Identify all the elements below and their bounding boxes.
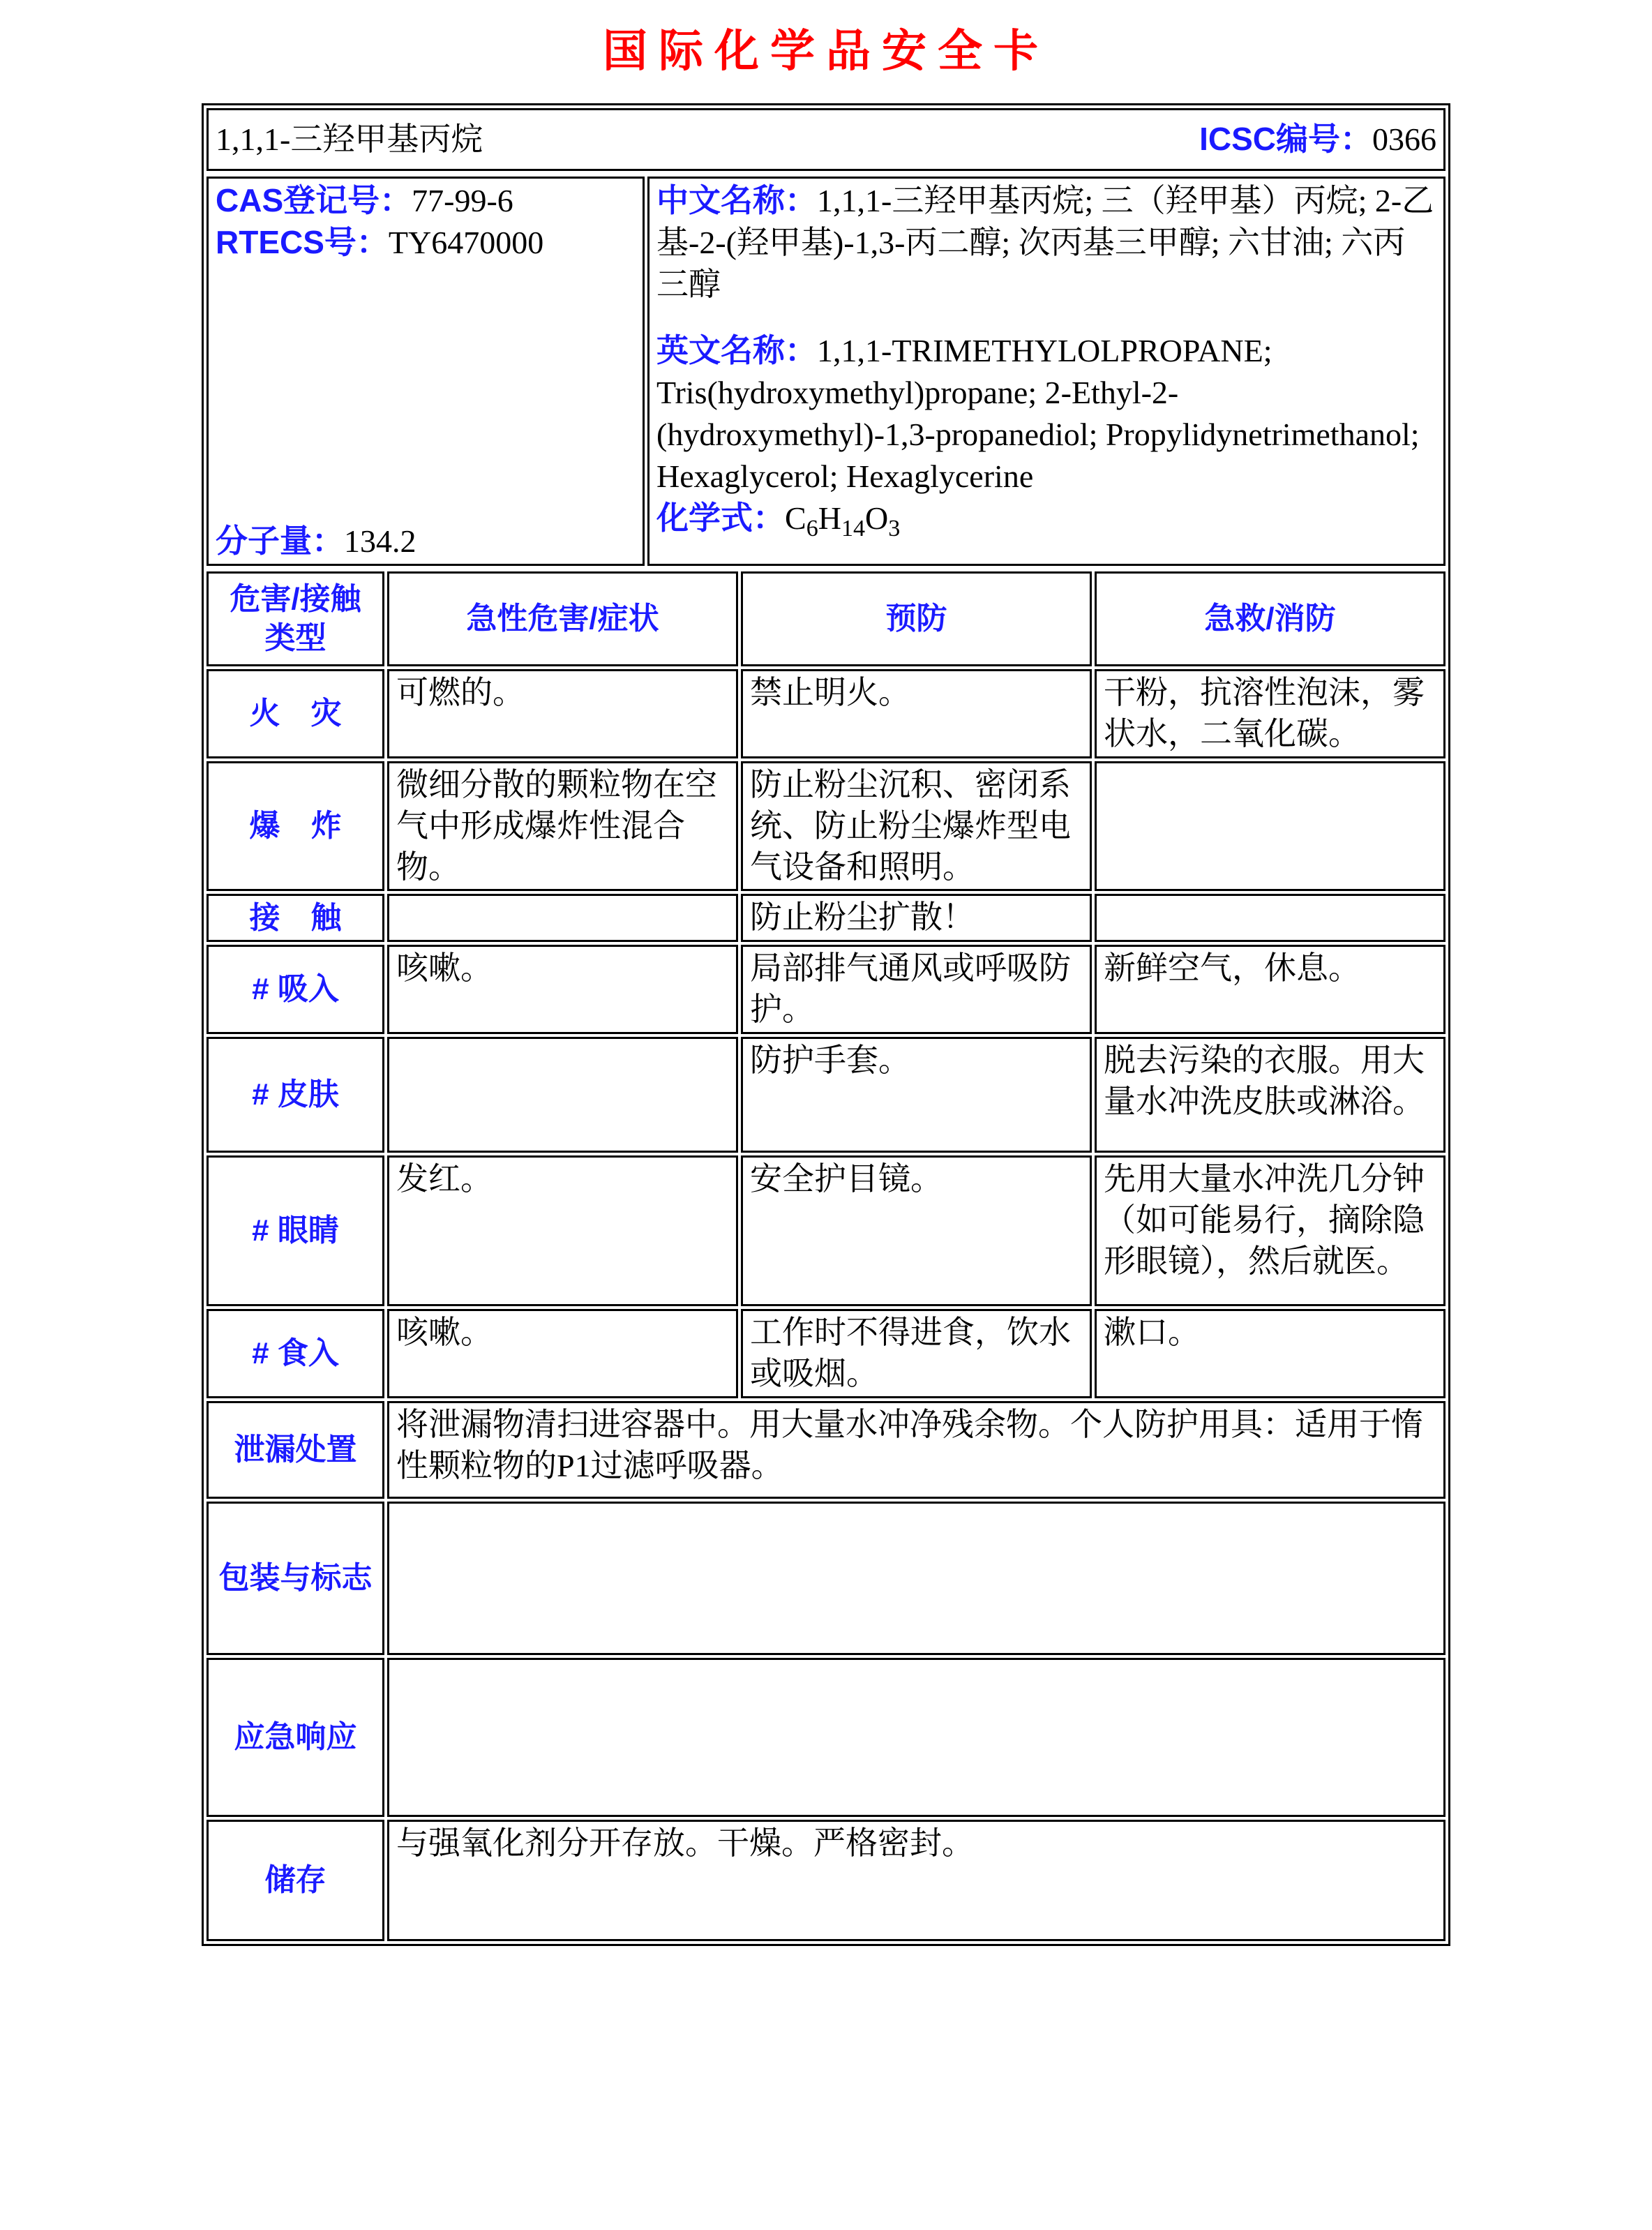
row-spillage-content: 将泄漏物清扫进容器中。用大量水冲净残余物。个人防护用具：适用于惰性颗粒物的P1过滤呼吸器。	[387, 1401, 1446, 1499]
identity-left-cell	[206, 177, 645, 566]
icsc-number	[1199, 119, 1436, 160]
chinese-name-paragraph	[656, 180, 1436, 305]
row-skin-label: # 皮肤	[206, 1037, 384, 1153]
english-name-paragraph	[656, 330, 1436, 497]
icsc-label: ICSC编号：	[1199, 121, 1372, 158]
formula-line	[656, 497, 1436, 544]
row-explosion-prevention: 防止粉尘沉积、密闭系统、防止粉尘爆炸型电气设备和照明。	[741, 761, 1092, 892]
name-row-cell	[206, 108, 1446, 171]
header-hazard-type: 危害/接触 类型	[206, 571, 384, 666]
header-first-aid-firefighting: 急救/消防	[1095, 571, 1446, 666]
row-skin-prevention: 防护手套。	[741, 1037, 1092, 1153]
english-name-label: 英文名称：	[656, 332, 817, 369]
row-skin-aid: 脱去污染的衣服。用大量水冲洗皮肤或淋浴。	[1095, 1037, 1446, 1153]
cas-label: CAS登记号：	[216, 182, 412, 218]
row-fire-aid: 干粉，抗溶性泡沫，雾状水，二氧化碳。	[1095, 669, 1446, 758]
identity-table	[204, 174, 1448, 569]
row-fire-label: 火 灾	[206, 669, 384, 758]
header-prevention: 预防	[741, 571, 1092, 666]
row-fire-prevention: 禁止明火。	[741, 669, 1092, 758]
identity-right-cell	[647, 177, 1446, 566]
formula-label: 化学式：	[656, 499, 785, 536]
row-emergency-label: 应急响应	[206, 1658, 384, 1817]
chinese-name-label: 中文名称：	[656, 182, 817, 218]
row-skin-symptoms	[387, 1037, 738, 1153]
safety-card	[202, 103, 1450, 1946]
name-row-table	[204, 105, 1448, 174]
row-eyes-prevention: 安全护目镜。	[741, 1155, 1092, 1306]
row-contact-label: 接 触	[206, 894, 384, 942]
chemical-name: 1,1,1-三羟甲基丙烷	[216, 121, 483, 157]
row-ingestion-aid: 漱口。	[1095, 1309, 1446, 1398]
row-inhalation-label: # 吸入	[206, 945, 384, 1034]
row-explosion-label: 爆 炸	[206, 761, 384, 892]
row-inhalation-aid: 新鲜空气，休息。	[1095, 945, 1446, 1034]
row-emergency-content	[387, 1658, 1446, 1817]
cas-line	[216, 180, 636, 222]
row-fire-symptoms: 可燃的。	[387, 669, 738, 758]
row-inhalation-prevention: 局部排气通风或呼吸防护。	[741, 945, 1092, 1034]
row-contact-symptoms	[387, 894, 738, 942]
molecular-weight-value: 134.2	[344, 523, 416, 560]
row-contact-aid	[1095, 894, 1446, 942]
row-storage-content: 与强氧化剂分开存放。干燥。严格密封。	[387, 1820, 1446, 1941]
hazard-table	[204, 569, 1448, 1944]
row-ingestion-label: # 食入	[206, 1309, 384, 1398]
row-eyes-aid: 先用大量水冲洗几分钟（如可能易行，摘除隐形眼镜），然后就医。	[1095, 1155, 1446, 1306]
molecular-weight-line	[216, 521, 636, 562]
rtecs-label: RTECS号：	[216, 223, 389, 260]
row-inhalation-symptoms: 咳嗽。	[387, 945, 738, 1034]
row-packaging-label: 包装与标志	[206, 1502, 384, 1655]
cas-value: 77-99-6	[412, 183, 513, 218]
row-contact-prevention: 防止粉尘扩散！	[741, 894, 1092, 942]
row-storage-label: 储存	[206, 1820, 384, 1941]
icsc-value: 0366	[1372, 121, 1436, 158]
english-name-value: 1,1,1-TRIMETHYLOLPROPANE; Tris(hydroxymethyl)propane; 2-Ethyl-2-(hydroxymethyl)-1,3-propanediol; Propylidynetrimethanol; Hexaglycerol; Hexaglycerine	[656, 333, 1420, 494]
row-eyes-symptoms: 发红。	[387, 1155, 738, 1306]
rtecs-value: TY6470000	[388, 224, 544, 260]
row-ingestion-prevention: 工作时不得进食，饮水或吸烟。	[741, 1309, 1092, 1398]
rtecs-line	[216, 222, 636, 264]
chinese-name-value: 1,1,1-三羟甲基丙烷; 三（羟甲基）丙烷; 2-乙基-2-(羟甲基)-1,3-丙二醇; 次丙基三甲醇; 六甘油; 六丙三醇	[656, 183, 1434, 302]
page-title: 国际化学品安全卡	[603, 27, 1049, 76]
row-ingestion-symptoms: 咳嗽。	[387, 1309, 738, 1398]
row-eyes-label: # 眼睛	[206, 1155, 384, 1306]
header-acute-symptoms: 急性危害/症状	[387, 571, 738, 666]
row-explosion-aid	[1095, 761, 1446, 892]
row-spillage-label: 泄漏处置	[206, 1401, 384, 1499]
row-explosion-symptoms: 微细分散的颗粒物在空气中形成爆炸性混合物。	[387, 761, 738, 892]
chemical-formula: $C_6H_{14}O_3$	[785, 500, 901, 541]
molecular-weight-label: 分子量：	[216, 523, 344, 560]
row-packaging-content	[387, 1502, 1446, 1655]
